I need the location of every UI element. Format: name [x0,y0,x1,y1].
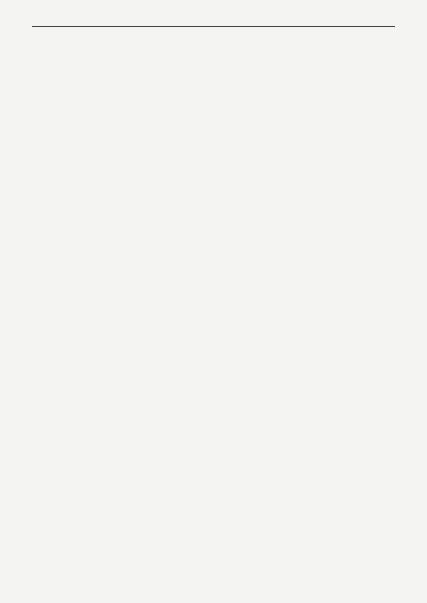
article-body [32,33,395,561]
running-head [32,10,395,27]
